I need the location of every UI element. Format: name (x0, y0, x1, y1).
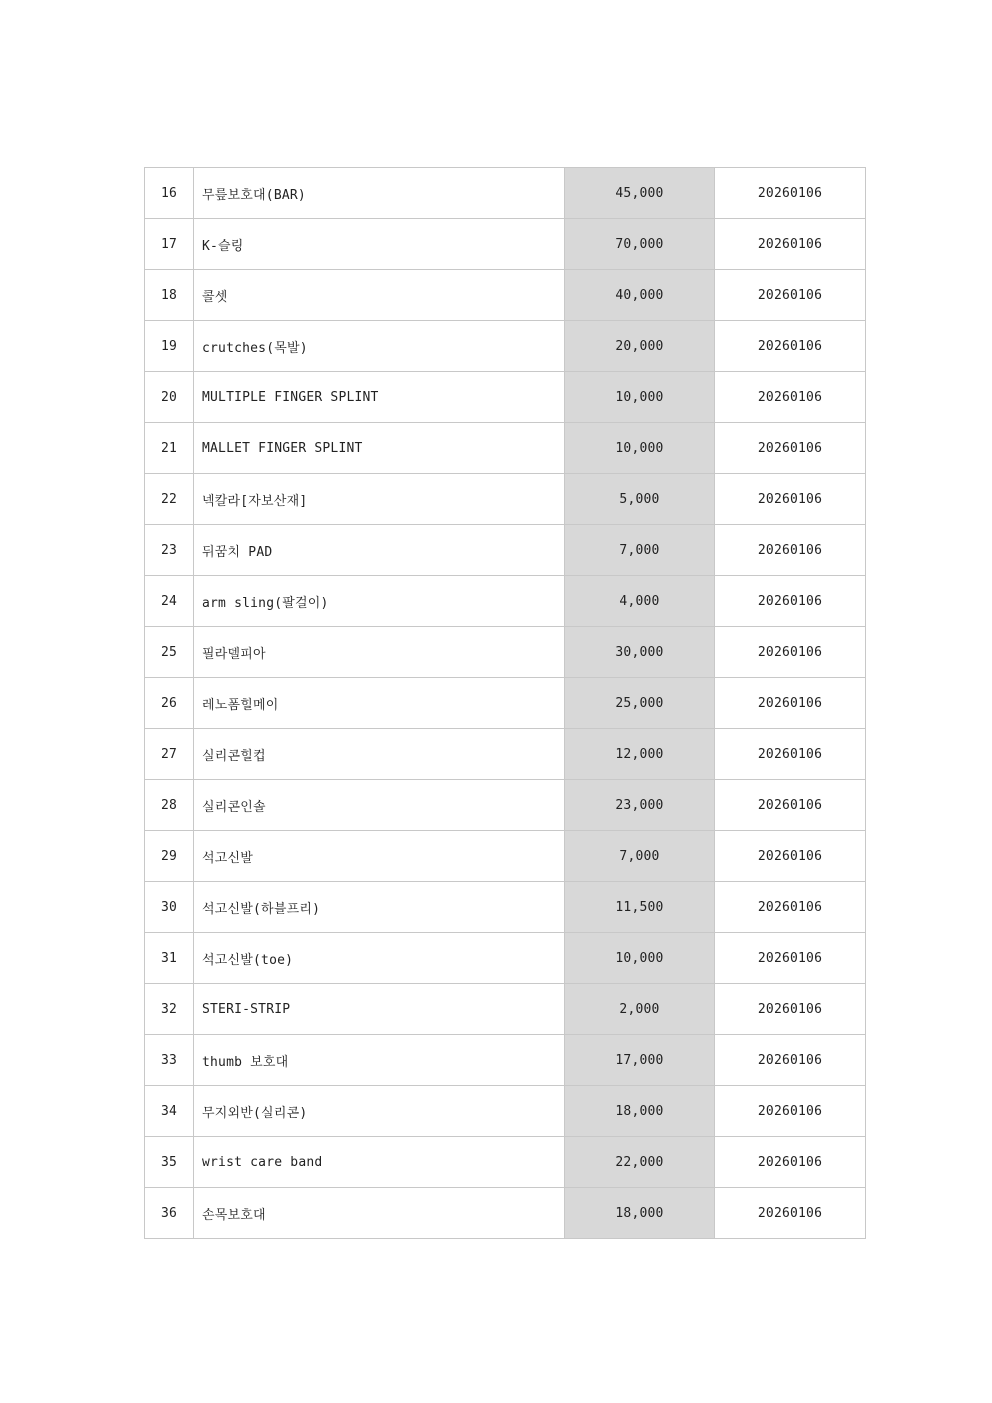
date-cell: 20260106 (715, 1188, 866, 1239)
table-row (145, 831, 866, 882)
item-name-cell: STERI-STRIP (194, 984, 565, 1035)
date-cell: 20260106 (715, 168, 866, 219)
price-cell: 17,000 (565, 1035, 715, 1086)
item-name-cell: 뒤꿈치 PAD (194, 525, 565, 576)
price-cell: 7,000 (565, 831, 715, 882)
date-cell: 20260106 (715, 1137, 866, 1188)
price-cell: 12,000 (565, 729, 715, 780)
item-name-cell: crutches(목발) (194, 321, 565, 372)
row-number-cell: 17 (145, 219, 194, 270)
price-cell: 5,000 (565, 474, 715, 525)
table-row (145, 1137, 866, 1188)
table-row (145, 882, 866, 933)
item-name-cell: 손목보호대 (194, 1188, 565, 1239)
item-name-cell: 넥칼라[자보산재] (194, 474, 565, 525)
item-name-cell: 필라델피아 (194, 627, 565, 678)
item-name-cell: 실리콘인솔 (194, 780, 565, 831)
price-cell: 4,000 (565, 576, 715, 627)
row-number-cell: 19 (145, 321, 194, 372)
item-name-cell: 석고신발(하블프리) (194, 882, 565, 933)
price-cell: 18,000 (565, 1086, 715, 1137)
table-row (145, 729, 866, 780)
price-cell: 22,000 (565, 1137, 715, 1188)
item-name-cell: 석고신발 (194, 831, 565, 882)
price-cell: 20,000 (565, 321, 715, 372)
row-number-cell: 30 (145, 882, 194, 933)
date-cell: 20260106 (715, 219, 866, 270)
date-cell: 20260106 (715, 270, 866, 321)
item-name-cell: thumb 보호대 (194, 1035, 565, 1086)
price-cell: 11,500 (565, 882, 715, 933)
item-name-cell: 무지외반(실리콘) (194, 1086, 565, 1137)
date-cell: 20260106 (715, 984, 866, 1035)
row-number-cell: 28 (145, 780, 194, 831)
price-cell: 7,000 (565, 525, 715, 576)
table-row (145, 219, 866, 270)
price-table (144, 167, 866, 1239)
item-name-cell: 콜셋 (194, 270, 565, 321)
item-name-cell: K-슬링 (194, 219, 565, 270)
table-row (145, 474, 866, 525)
item-name-cell: 석고신발(toe) (194, 933, 565, 984)
table-row (145, 270, 866, 321)
row-number-cell: 26 (145, 678, 194, 729)
row-number-cell: 34 (145, 1086, 194, 1137)
table-row (145, 321, 866, 372)
table-row (145, 168, 866, 219)
table-row (145, 627, 866, 678)
price-cell: 10,000 (565, 933, 715, 984)
table-row (145, 372, 866, 423)
price-cell: 40,000 (565, 270, 715, 321)
item-name-cell: MULTIPLE FINGER SPLINT (194, 372, 565, 423)
price-cell: 23,000 (565, 780, 715, 831)
row-number-cell: 32 (145, 984, 194, 1035)
date-cell: 20260106 (715, 780, 866, 831)
row-number-cell: 16 (145, 168, 194, 219)
item-name-cell: 무릎보호대(BAR) (194, 168, 565, 219)
date-cell: 20260106 (715, 1086, 866, 1137)
row-number-cell: 22 (145, 474, 194, 525)
table-row (145, 933, 866, 984)
date-cell: 20260106 (715, 372, 866, 423)
date-cell: 20260106 (715, 525, 866, 576)
price-cell: 70,000 (565, 219, 715, 270)
table-row (145, 576, 866, 627)
date-cell: 20260106 (715, 831, 866, 882)
date-cell: 20260106 (715, 474, 866, 525)
table-row (145, 678, 866, 729)
price-cell: 45,000 (565, 168, 715, 219)
date-cell: 20260106 (715, 678, 866, 729)
row-number-cell: 24 (145, 576, 194, 627)
row-number-cell: 33 (145, 1035, 194, 1086)
date-cell: 20260106 (715, 627, 866, 678)
date-cell: 20260106 (715, 933, 866, 984)
date-cell: 20260106 (715, 321, 866, 372)
date-cell: 20260106 (715, 576, 866, 627)
table-body (145, 168, 866, 1239)
table-row (145, 423, 866, 474)
item-name-cell: wrist care band (194, 1137, 565, 1188)
table-row (145, 525, 866, 576)
row-number-cell: 31 (145, 933, 194, 984)
item-name-cell: 레노폼힐메이 (194, 678, 565, 729)
price-cell: 10,000 (565, 423, 715, 474)
row-number-cell: 36 (145, 1188, 194, 1239)
price-cell: 30,000 (565, 627, 715, 678)
item-name-cell: MALLET FINGER SPLINT (194, 423, 565, 474)
date-cell: 20260106 (715, 1035, 866, 1086)
row-number-cell: 23 (145, 525, 194, 576)
price-cell: 18,000 (565, 1188, 715, 1239)
date-cell: 20260106 (715, 882, 866, 933)
row-number-cell: 35 (145, 1137, 194, 1188)
row-number-cell: 18 (145, 270, 194, 321)
item-name-cell: 실리콘힐컵 (194, 729, 565, 780)
row-number-cell: 21 (145, 423, 194, 474)
row-number-cell: 25 (145, 627, 194, 678)
row-number-cell: 29 (145, 831, 194, 882)
price-cell: 25,000 (565, 678, 715, 729)
item-name-cell: arm sling(팔걸이) (194, 576, 565, 627)
row-number-cell: 27 (145, 729, 194, 780)
table-row (145, 780, 866, 831)
date-cell: 20260106 (715, 423, 866, 474)
table-row (145, 1188, 866, 1239)
price-cell: 10,000 (565, 372, 715, 423)
table-row (145, 984, 866, 1035)
date-cell: 20260106 (715, 729, 866, 780)
table-row (145, 1086, 866, 1137)
table-row (145, 1035, 866, 1086)
row-number-cell: 20 (145, 372, 194, 423)
price-cell: 2,000 (565, 984, 715, 1035)
